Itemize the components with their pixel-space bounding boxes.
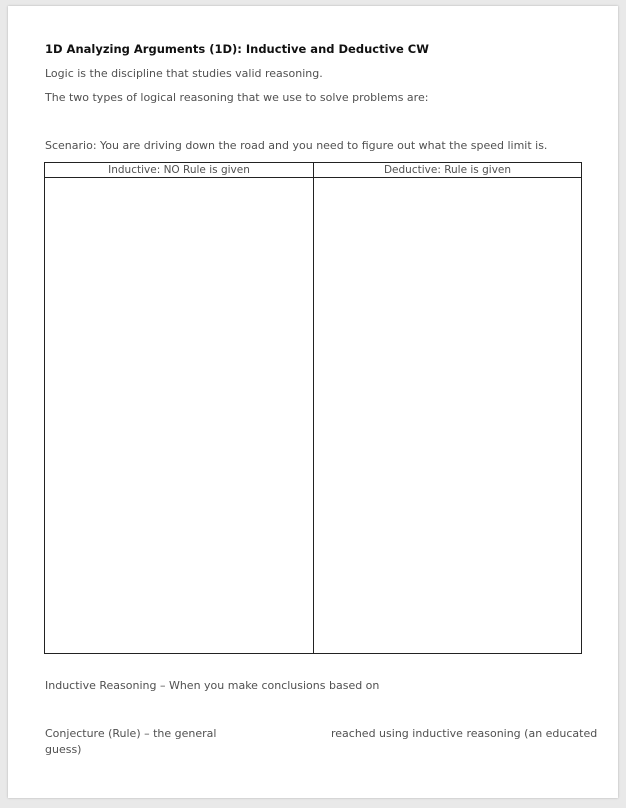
reasoning-table (44, 162, 582, 654)
conjecture-definition-start: Conjecture (Rule) – the general (45, 727, 217, 740)
worksheet-page (8, 6, 618, 798)
deductive-answer-cell[interactable] (314, 178, 581, 653)
inductive-answer-cell[interactable] (45, 178, 313, 653)
logic-definition: Logic is the discipline that studies valid reasoning. (45, 67, 323, 80)
conjecture-definition-end: guess) (45, 743, 82, 756)
deductive-column-header: Deductive: Rule is given (383, 164, 512, 176)
conjecture-definition-continued: reached using inductive reasoning (an educated (331, 727, 598, 740)
worksheet-title: 1D Analyzing Arguments (1D): Inductive and Deductive CW (45, 42, 429, 56)
reasoning-types-prompt: The two types of logical reasoning that we use to solve problems are: (45, 91, 429, 104)
inductive-column-header: Inductive: NO Rule is given (108, 164, 250, 176)
inductive-reasoning-definition: Inductive Reasoning – When you make conclusions based on (45, 679, 380, 692)
scenario-text: Scenario: You are driving down the road and you need to figure out what the speed limit is. (45, 139, 548, 152)
